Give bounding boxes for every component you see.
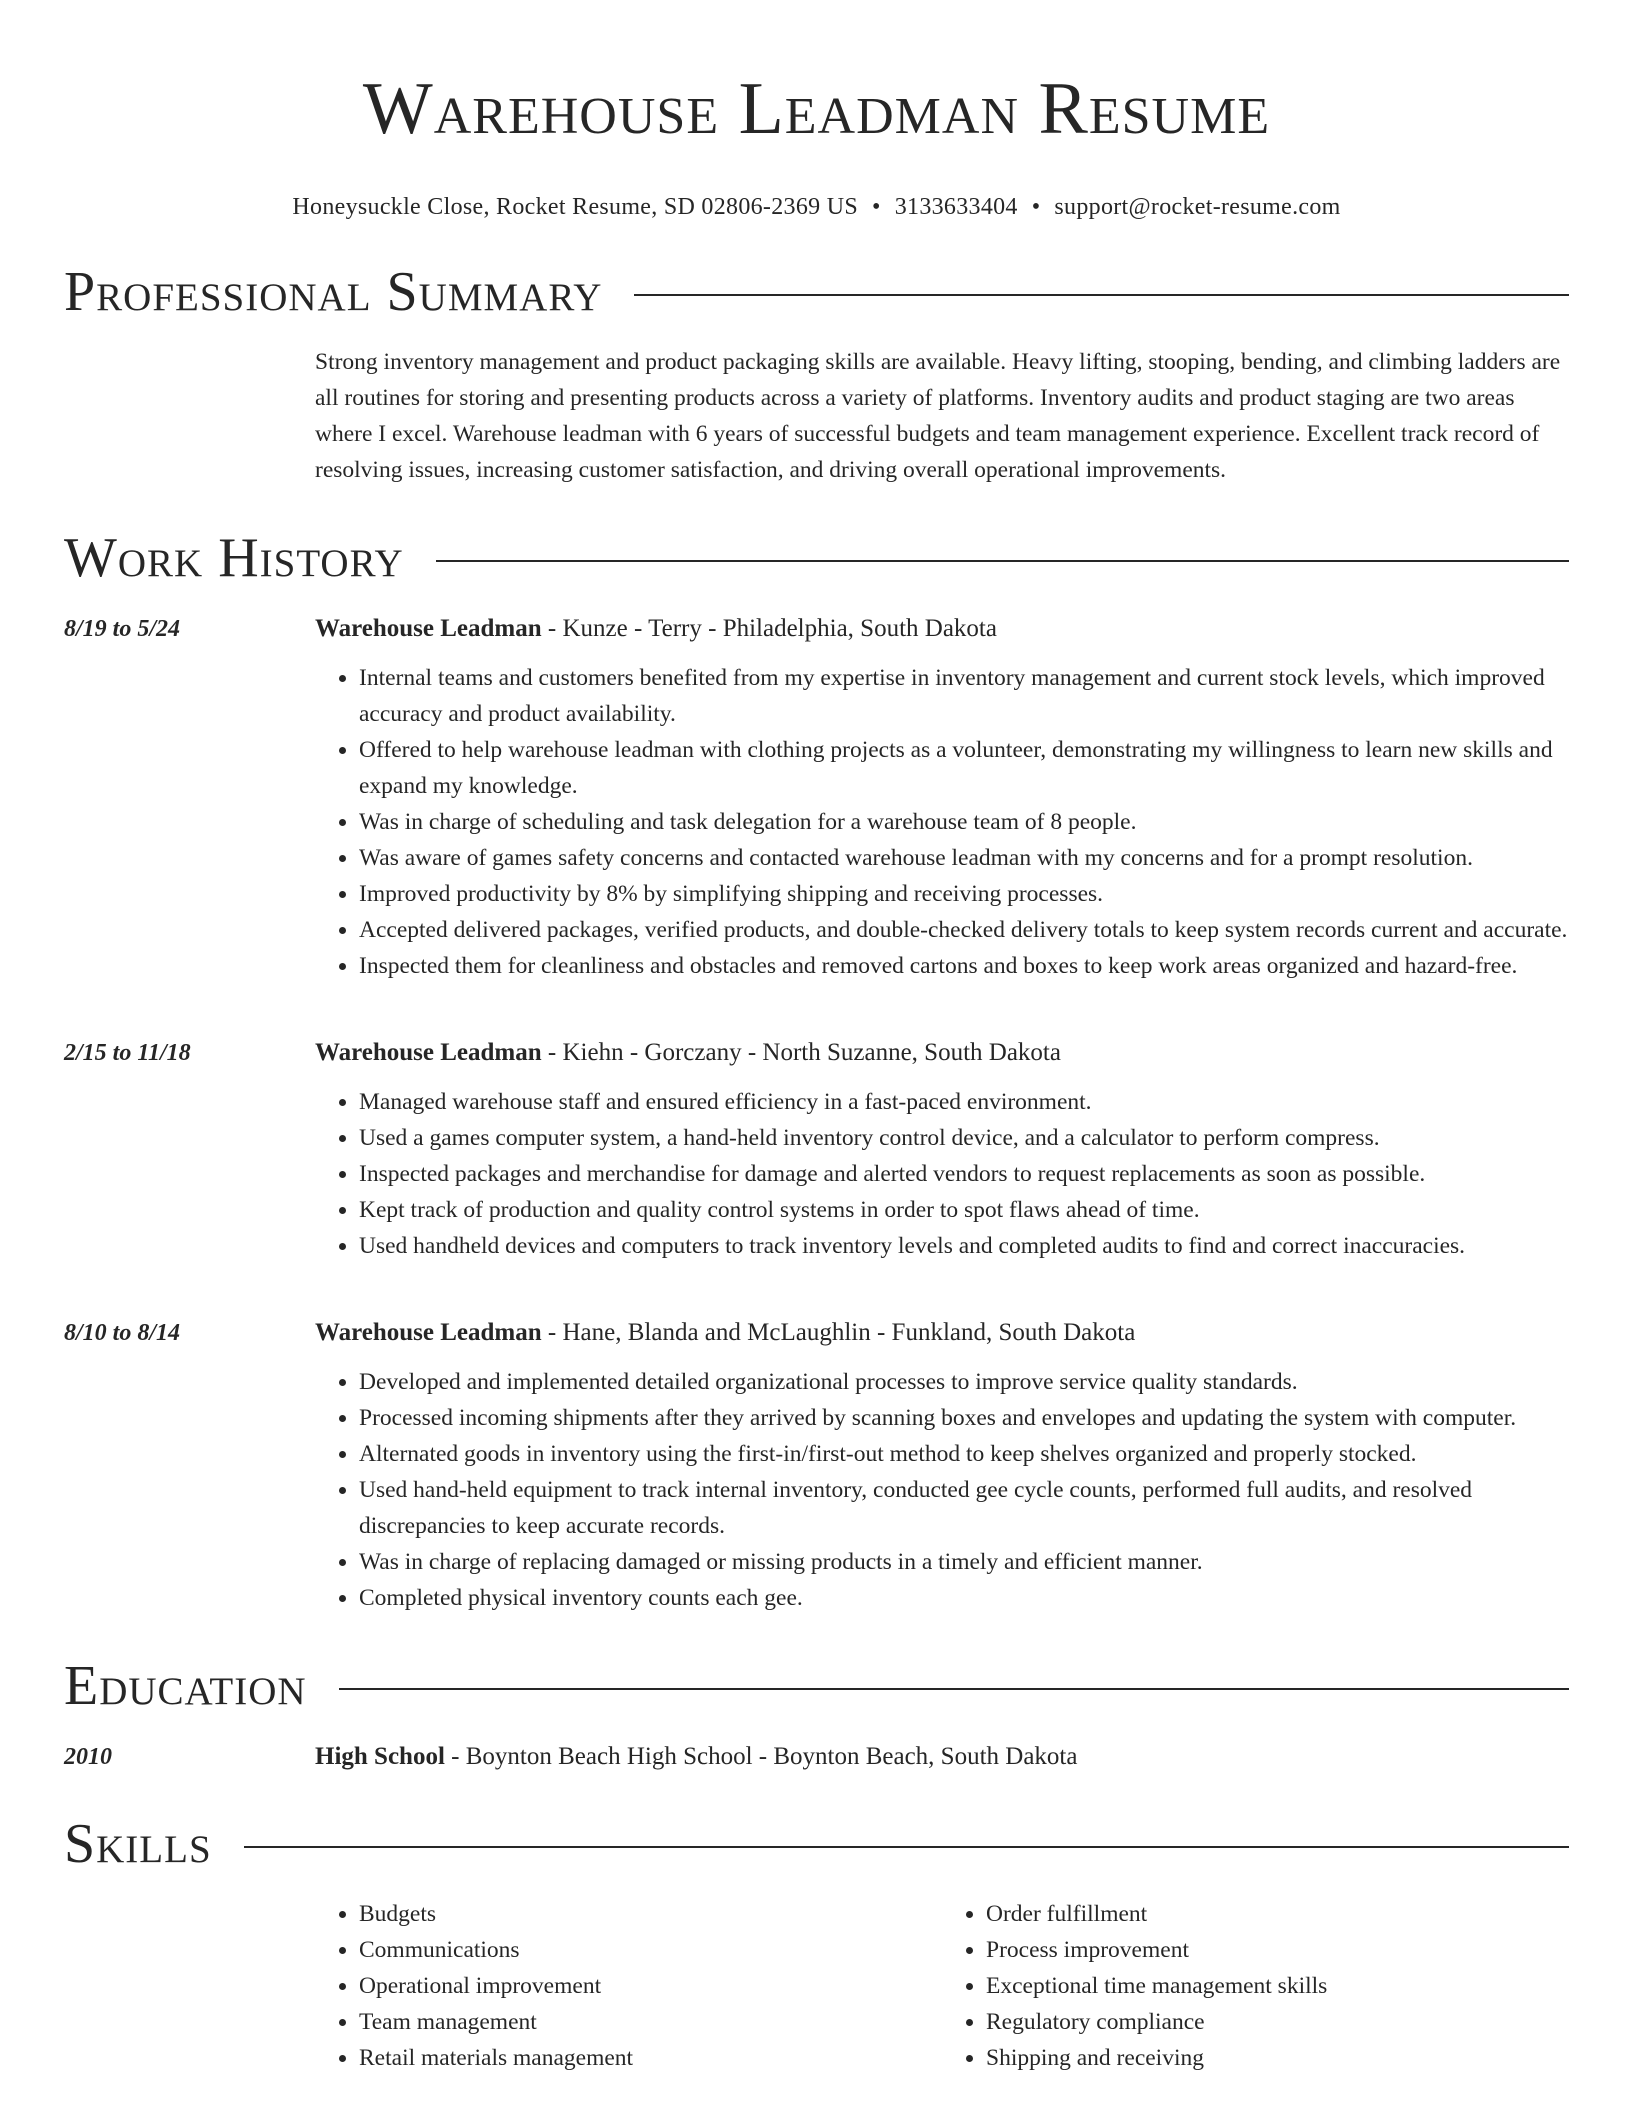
list-item: • Processed incoming shipments after they arrived by scanning boxes and envelopes and updating the system with computer. <box>359 1400 1569 1436</box>
list-item: • Used handheld devices and computers to track inventory levels and completed audits to find and correct inaccuracies. <box>359 1228 1569 1264</box>
skill-item: • Retail materials management <box>359 2040 942 2076</box>
list-item: • Improved productivity by 8% by simplifying shipping and receiving processes. <box>359 876 1569 912</box>
work-heading: Work History <box>64 527 404 589</box>
list-item: • Inspected packages and merchandise for damage and alerted vendors to request replacements as soon as possible. <box>359 1156 1569 1192</box>
job-line <box>315 612 1569 646</box>
education-entry <box>64 1740 1569 1774</box>
education-degree: High School <box>315 1743 445 1770</box>
resume-page <box>64 0 1569 2076</box>
education-section-header <box>64 1654 1569 1718</box>
job-bullets <box>315 660 1569 984</box>
phone: 3133633404 <box>894 194 1018 220</box>
job-entry <box>64 612 1569 984</box>
list-item: • Developed and implemented detailed organizational processes to improve service quality standards. <box>359 1364 1569 1400</box>
list-item: • Accepted delivered packages, verified products, and double-checked delivery totals to keep system records current and accurate. <box>359 912 1569 948</box>
skill-item: • Order fulfillment <box>986 1896 1569 1932</box>
list-item: • Kept track of production and quality control systems in order to spot flaws ahead of time. <box>359 1192 1569 1228</box>
list-item: • Alternated goods in inventory using the first-in/first-out method to keep shelves organized and properly stocked. <box>359 1436 1569 1472</box>
skills-left-list <box>315 1896 942 2076</box>
section-rule <box>339 1688 1569 1690</box>
job-dates: 2/15 to 11/18 <box>64 1040 191 1066</box>
job-bullets <box>315 1364 1569 1616</box>
skill-item: • Team management <box>359 2004 942 2040</box>
education-details: - Boynton Beach High School - Boynton Beach, South Dakota <box>444 1743 1078 1770</box>
email: support@rocket-resume.com <box>1054 194 1341 220</box>
education-year: 2010 <box>64 1744 112 1770</box>
list-item: • Managed warehouse staff and ensured efficiency in a fast-paced environment. <box>359 1084 1569 1120</box>
summary-heading: Professional Summary <box>64 261 603 323</box>
summary-text: Strong inventory management and product packaging skills are available. Heavy lifting, stooping, bending, and climbing ladders are all routines for storing and presenting products across a variety of platforms. Inventory audits and product staging are two areas where I excel. Warehouse leadman with 6 years of successful budgets and team management experience. Excellent track record of resolving issues, increasing customer satisfaction, and driving overall operational improvements. <box>315 349 1561 483</box>
skills-heading: Skills <box>64 1813 212 1875</box>
section-rule <box>634 294 1569 296</box>
job-entry <box>64 1316 1569 1616</box>
education-heading: Education <box>64 1655 307 1717</box>
job-line <box>315 1316 1569 1350</box>
summary-section-header <box>64 260 1569 324</box>
list-item: • Used a games computer system, a hand-held inventory control device, and a calculator to perform compress. <box>359 1120 1569 1156</box>
job-details: - Hane, Blanda and McLaughlin - Funkland, South Dakota <box>541 1319 1136 1346</box>
job-details: - Kiehn - Gorczany - North Suzanne, South Dakota <box>541 1039 1061 1066</box>
education-line <box>315 1740 1569 1774</box>
job-title: Warehouse Leadman <box>315 1039 542 1066</box>
list-item: • Inspected them for cleanliness and obstacles and removed cartons and boxes to keep work areas organized and hazard-free. <box>359 948 1569 984</box>
job-bullets <box>315 1084 1569 1264</box>
skills-section-header <box>64 1812 1569 1876</box>
section-rule <box>436 560 1569 562</box>
job-entry <box>64 1036 1569 1264</box>
job-dates: 8/10 to 8/14 <box>64 1320 181 1346</box>
skills-right-list <box>942 1896 1569 2076</box>
skill-item: • Regulatory compliance <box>986 2004 1569 2040</box>
separator-dot: • <box>872 194 881 220</box>
list-item: • Was in charge of replacing damaged or missing products in a timely and efficient manner. <box>359 1544 1569 1580</box>
work-section-header <box>64 526 1569 590</box>
list-item: • Internal teams and customers benefited from my expertise in inventory management and current stock levels, which improved accuracy and product availability. <box>359 660 1569 732</box>
list-item: • Was in charge of scheduling and task delegation for a warehouse team of 8 people. <box>359 804 1569 840</box>
list-item: • Used hand-held equipment to track internal inventory, conducted gee cycle counts, performed full audits, and resolved discrepancies to keep accurate records. <box>359 1472 1569 1544</box>
section-rule <box>244 1846 1569 1848</box>
job-dates: 8/19 to 5/24 <box>64 616 181 642</box>
job-title: Warehouse Leadman <box>315 1319 542 1346</box>
job-details: - Kunze - Terry - Philadelphia, South Dakota <box>541 615 997 642</box>
skills-lists <box>315 1896 1569 2076</box>
job-title: Warehouse Leadman <box>315 615 542 642</box>
skill-item: • Process improvement <box>986 1932 1569 1968</box>
skill-item: • Exceptional time management skills <box>986 1968 1569 2004</box>
resume-title: Warehouse Leadman Resume <box>362 68 1271 150</box>
separator-dot: • <box>1031 194 1041 220</box>
list-item: • Offered to help warehouse leadman with clothing projects as a volunteer, demonstrating my willingness to learn new skills and expand my knowledge. <box>359 732 1569 804</box>
skill-item: • Budgets <box>359 1896 942 1932</box>
address: Honeysuckle Close, Rocket Resume, SD 02806-2369 US <box>292 194 859 220</box>
skill-item: • Shipping and receiving <box>986 2040 1569 2076</box>
list-item: • Was aware of games safety concerns and contacted warehouse leadman with my concerns and for a prompt resolution. <box>359 840 1569 876</box>
skill-item: • Communications <box>359 1932 942 1968</box>
list-item: • Completed physical inventory counts each gee. <box>359 1580 1569 1616</box>
skill-item: • Operational improvement <box>359 1968 942 2004</box>
job-line <box>315 1036 1569 1070</box>
contact-line <box>64 192 1569 222</box>
